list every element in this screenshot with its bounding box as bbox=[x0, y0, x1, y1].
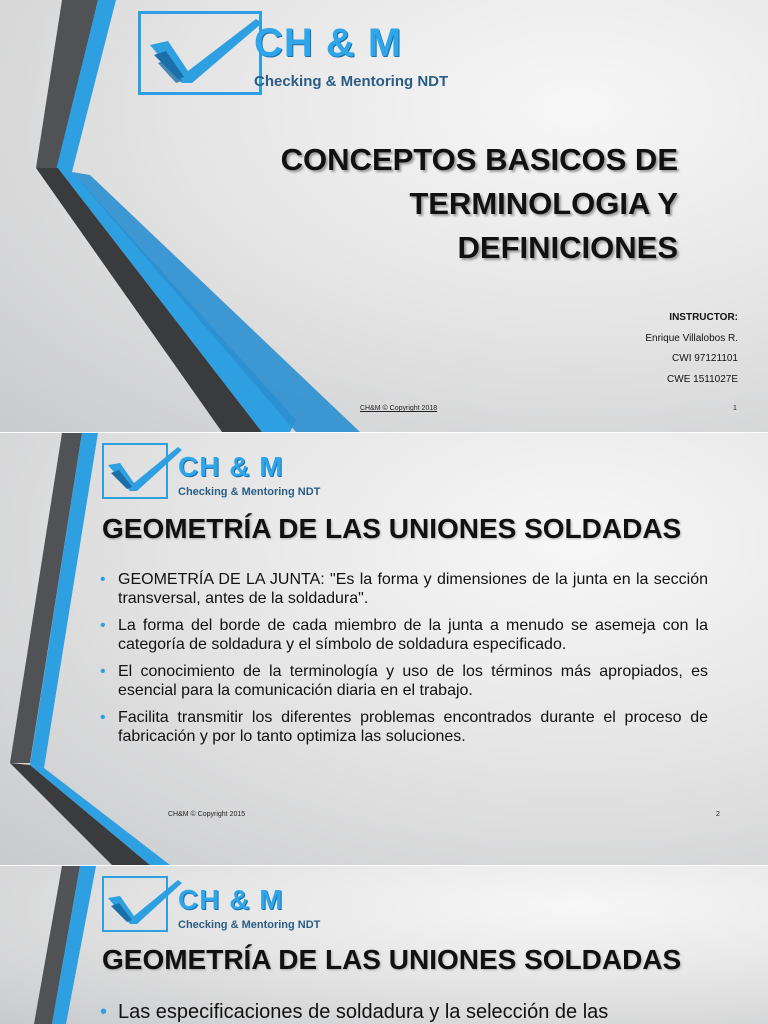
logo-tagline: Checking & Mentoring NDT bbox=[254, 73, 449, 90]
title-line-3: DEFINICIONES bbox=[457, 230, 678, 265]
list-item: • Facilita transmitir los diferentes problemas encontrados durante el proceso de fabricación y por lo tanto optimiza las soluciones. bbox=[100, 709, 708, 745]
page-number: 1 bbox=[733, 405, 737, 412]
slide-1 bbox=[0, 0, 768, 432]
instructor-block bbox=[645, 308, 738, 390]
logo-tagline: Checking & Mentoring NDT bbox=[178, 919, 321, 931]
bullet-icon: • bbox=[100, 709, 106, 726]
instructor-name: Enrique Villalobos R. bbox=[645, 332, 738, 344]
title-line-2: TERMINOLOGIA Y bbox=[409, 186, 678, 221]
checkmark-icon bbox=[102, 876, 182, 934]
bullet-list bbox=[100, 1000, 708, 1024]
slide-title: GEOMETRÍA DE LAS UNIONES SOLDADAS bbox=[102, 513, 682, 544]
presentation-title bbox=[208, 138, 678, 270]
copyright-footer: CH&M © Copyright 2018 bbox=[360, 405, 438, 412]
bullet-list bbox=[100, 570, 708, 754]
cwi-number: CWI 97121101 bbox=[672, 353, 738, 364]
instructor-label: INSTRUCTOR: bbox=[669, 312, 738, 323]
bullet-icon: • bbox=[100, 663, 106, 680]
logo-name: CH & M bbox=[178, 884, 284, 915]
bullet-icon: • bbox=[100, 1001, 108, 1023]
logo-tagline: Checking & Mentoring NDT bbox=[178, 486, 321, 498]
company-logo bbox=[138, 11, 468, 95]
list-item: • Las especificaciones de soldadura y la selección de las bbox=[100, 1001, 609, 1023]
checkmark-icon bbox=[102, 443, 182, 501]
bullet-icon: • bbox=[100, 571, 106, 588]
logo-name: CH & M bbox=[254, 21, 403, 65]
slide-title: GEOMETRÍA DE LAS UNIONES SOLDADAS bbox=[102, 944, 682, 975]
list-item: • La forma del borde de cada miembro de la junta a menudo se asemeja con la categoría de soldadura y el símbolo de soldadura especificado. bbox=[100, 617, 708, 653]
company-logo bbox=[102, 443, 332, 501]
checkmark-icon bbox=[138, 11, 268, 95]
company-logo bbox=[102, 876, 332, 934]
slide-3 bbox=[0, 866, 768, 1024]
page-number: 2 bbox=[716, 811, 720, 818]
title-line-1: CONCEPTOS BASICOS DE bbox=[280, 142, 678, 177]
list-item: • GEOMETRÍA DE LA JUNTA: "Es la forma y dimensiones de la junta en la sección transversal, antes de la soldadura". bbox=[100, 571, 708, 607]
logo-name: CH & M bbox=[178, 451, 284, 482]
copyright-footer: CH&M © Copyright 2015 bbox=[168, 811, 246, 818]
slide-2 bbox=[0, 433, 768, 865]
cwe-number: CWE 1511027E bbox=[667, 373, 738, 385]
list-item: • El conocimiento de la terminología y uso de los términos más apropiados, es esencial para la comunicación diaria en el trabajo. bbox=[100, 663, 708, 699]
bullet-icon: • bbox=[100, 617, 106, 634]
